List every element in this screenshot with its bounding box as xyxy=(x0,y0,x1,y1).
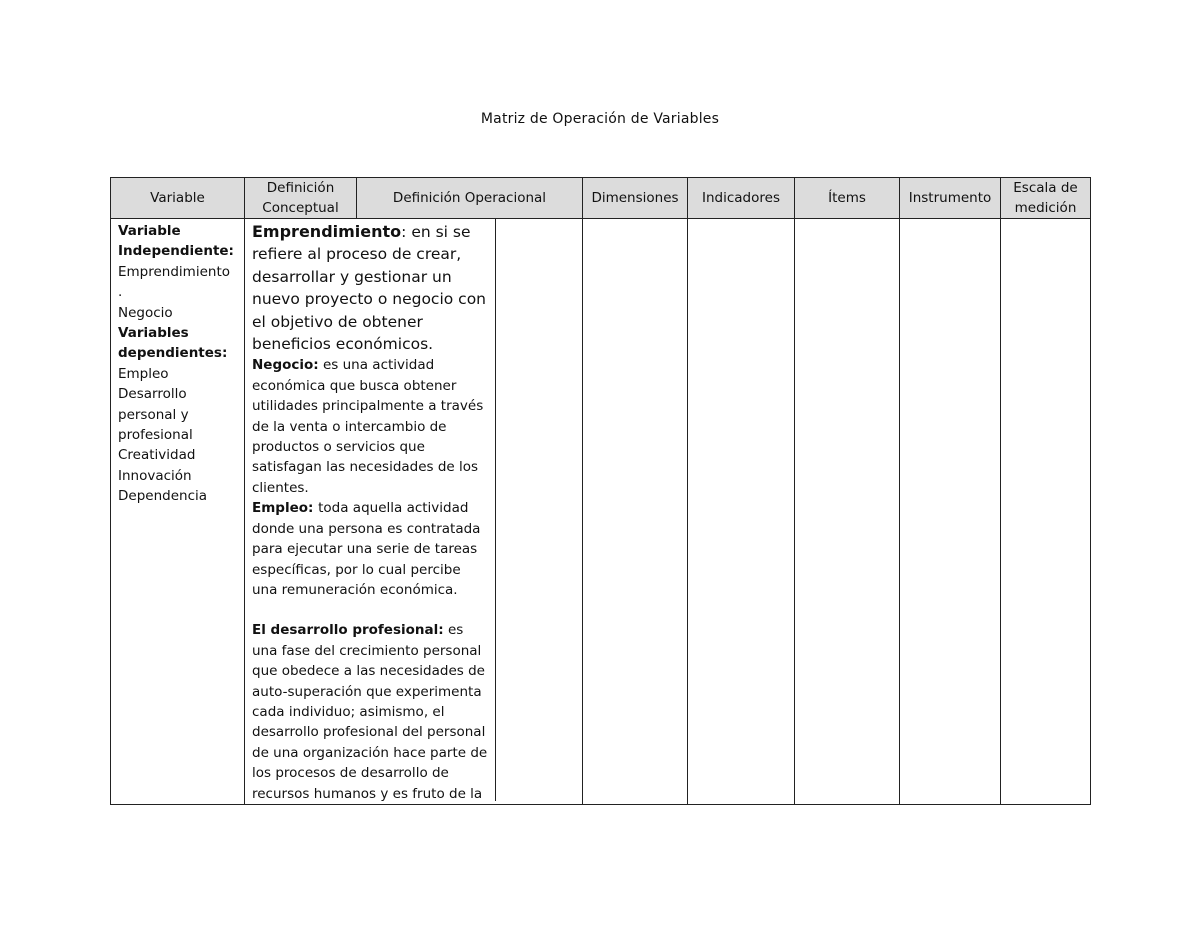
dependent-variable-item: Creatividad xyxy=(118,447,196,464)
header-variable: Variable xyxy=(111,178,245,219)
variable-cell xyxy=(111,219,245,805)
dimensiones-cell xyxy=(583,219,688,805)
text-negocio: es una actividad económica que busca obtener utilidades principalmente a través de la venta o intercambio de productos o servicios que satisfagan las necesidades de los clientes. xyxy=(252,357,484,496)
term-empleo: Empleo: xyxy=(252,500,319,517)
dependent-variable-item: Desarrollo personal y profesional xyxy=(118,386,193,444)
header-escala: Escala de medición xyxy=(1001,178,1091,219)
header-definicion-operacional: Definición Operacional xyxy=(357,178,583,219)
items-cell xyxy=(795,219,900,805)
definition-desarrollo-profesional xyxy=(252,620,488,804)
dependent-variable-item: Dependencia xyxy=(118,488,208,505)
independent-variable-item: . xyxy=(118,284,123,301)
paragraph-gap xyxy=(252,600,488,620)
variables-matrix-table xyxy=(110,177,1091,805)
term-emprendimiento: Emprendimiento xyxy=(252,222,402,241)
term-negocio: Negocio: xyxy=(252,357,319,374)
conceptual-definition-cell xyxy=(245,219,583,805)
term-desarrollo-profesional: El desarrollo profesional: xyxy=(252,622,444,639)
text-emprendimiento: : en si se refiere al proceso de crear, desarrollar y gestionar un nuevo proyecto o negocio con el objetivo de obtener beneficios económicos. xyxy=(252,223,486,354)
text-desarrollo-profesional: es una fase del crecimiento personal que obedece a las necesidades de auto-superación que experimenta cada individuo; asimismo, el desarrollo profesional del personal de una organización hace parte de los procesos de desarrollo de recursos humanos y es fruto de la xyxy=(252,622,488,802)
header-items: Ítems xyxy=(795,178,900,219)
definition-negocio xyxy=(252,355,488,498)
operational-column-divider xyxy=(495,218,496,801)
independent-variable-item: Negocio xyxy=(118,304,173,321)
definition-emprendimiento xyxy=(252,221,488,355)
text-empleo: toda aquella actividad donde una persona es contratada para ejecutar una serie de tareas específicas, por lo cual percibe una remuneración económica. xyxy=(252,500,481,598)
header-instrumento: Instrumento xyxy=(900,178,1001,219)
page-title: Matriz de Operación de Variables xyxy=(480,111,720,127)
dependent-variables-label: Variables dependientes: xyxy=(118,325,228,362)
content-row xyxy=(111,219,1091,805)
header-dimensiones: Dimensiones xyxy=(583,178,688,219)
header-definicion-conceptual: Definición Conceptual xyxy=(245,178,357,219)
instrumento-cell xyxy=(900,219,1001,805)
indicadores-cell xyxy=(688,219,795,805)
definition-empleo xyxy=(252,498,488,600)
independent-variable-label: Variable Independiente: xyxy=(118,223,234,260)
escala-cell xyxy=(1001,219,1091,805)
dependent-variable-item: Empleo xyxy=(118,365,169,382)
conceptual-definition-text xyxy=(252,221,488,804)
header-indicadores: Indicadores xyxy=(688,178,795,219)
dependent-variable-item: Innovación xyxy=(118,467,192,484)
header-row xyxy=(111,178,1091,219)
independent-variable-item: Emprendimiento xyxy=(118,263,231,280)
